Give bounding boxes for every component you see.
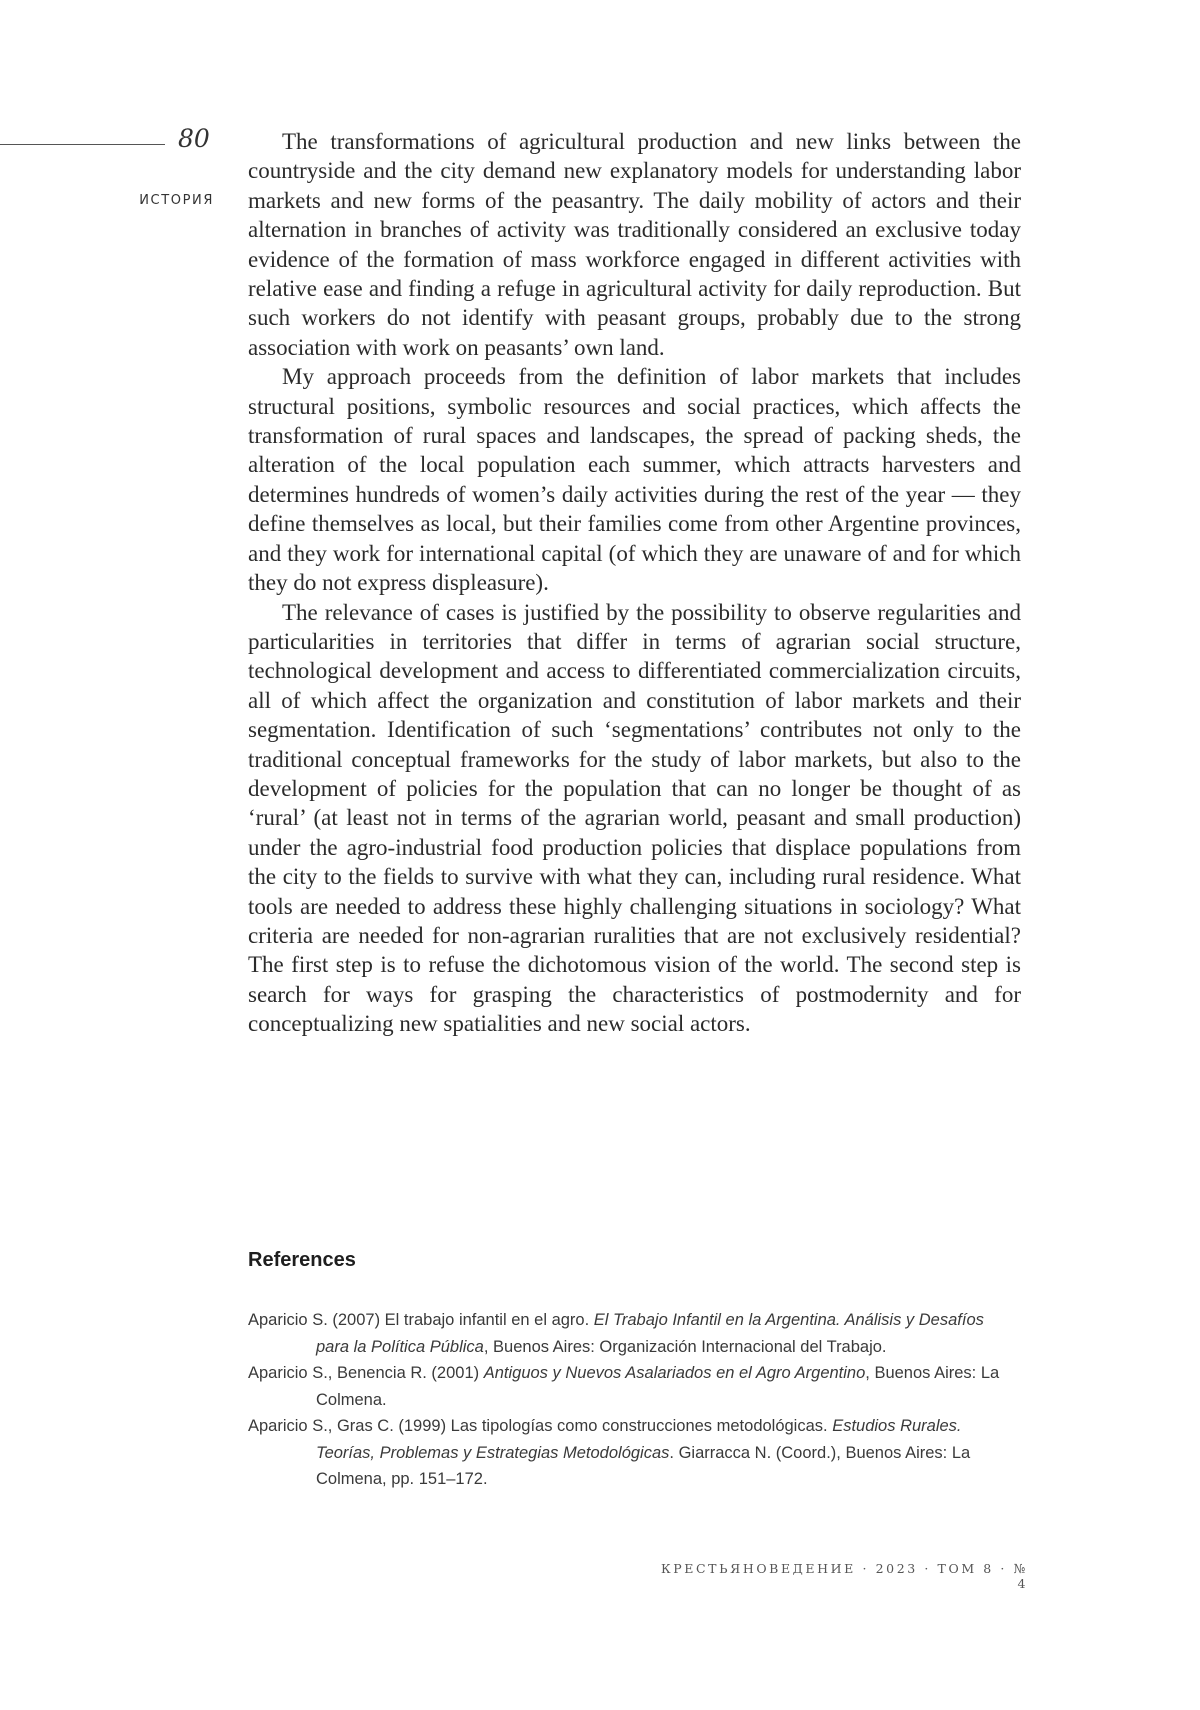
body-paragraph: The transformations of agricultural production and new links between the countryside and the city demand new explanatory models for understanding labor markets and new forms of the peasantry. The daily mobility of actors and their alternation in branches of activity was traditionally considered an exclusive today evidence of the formation of mass workforce engaged in different activities with relative ease and finding a refuge in agricultural activity for daily reproduction. But such workers do not identify with peasant groups, probably due to the strong association with work on peasants’ own land.: [248, 129, 1021, 360]
running-footer: КРЕСТЬЯНОВЕДЕНИЕ · 2023 · ТОМ 8 · № 4: [660, 1561, 1028, 1591]
reference-lead: Aparicio S., Gras C. (1999) Las tipologías como construcciones metodológicas.: [248, 1417, 833, 1435]
reference-item: [248, 1413, 1018, 1493]
reference-tail: , Buenos Aires: Organización Internacional del Trabajo.: [483, 1337, 887, 1356]
reference-lead: Aparicio S., Benencia R. (2001): [248, 1364, 484, 1382]
reference-title: Estudios Rurales. Teorías, Problemas y Estrategias Metodológicas: [316, 1417, 962, 1462]
reference-lead: Aparicio S. (2007) El trabajo infantil en el agro.: [248, 1311, 594, 1329]
references-list: [248, 1307, 1018, 1493]
reference-item: [248, 1307, 1018, 1360]
reference-title: El Trabajo Infantil en la Argentina. Análisis y Desafíos para la Política Pública: [316, 1311, 984, 1356]
page-number: 80: [178, 124, 210, 153]
body-paragraph: My approach proceeds from the definition of labor markets that includes structural positions, symbolic resources and social practices, which affects the transformation of rural spaces and landscapes, the spread of packing sheds, the alteration of the local population each summer, which attracts harvesters and determines hundreds of women’s daily activities during the rest of the year — they define themselves as local, but their families come from other Argentine provinces, and they work for international capital (of which they are unaware of and for which they do not express displeasure).: [248, 364, 1021, 596]
reference-item: [248, 1360, 1018, 1413]
article-body: [248, 127, 1021, 1039]
reference-tail: , Buenos Aires: La Colmena.: [316, 1364, 1000, 1409]
section-label: ИСТОРИЯ: [139, 193, 214, 208]
body-paragraph: The relevance of cases is justified by the possibility to observe regularities and particularities in territories that differ in terms of agrarian social structure, technological development and access to differentiated commercialization circuits, all of which affect the organization and constitution of labor markets and their segmentation. Identification of such ‘segmentations’ contributes not only to the traditional conceptual frameworks for the study of labor markets, but also to the development of policies for the population that can no longer be thought of as ‘rural’ (at least not in terms of the agrarian world, peasant and small production) under the agro-industrial food production policies that displace populations from the city to the fields to survive with what they can, including rural residence. What tools are needed to address these highly challenging situations in sociology? What criteria are needed for non-agrarian ruralities that are not exclusively residential? The first step is to refuse the dichotomous vision of the world. The second step is search for ways for grasping the characteristics of postmodernity and for conceptualizing new spatialities and new social actors.: [248, 599, 1021, 1037]
reference-title: Antiguos y Nuevos Asalariados en el Agro Argentino: [483, 1364, 866, 1382]
references-heading: References: [248, 1249, 356, 1271]
reference-tail: . Giarracca N. (Coord.), Buenos Aires: La Colmena, pp. 151–172.: [316, 1443, 971, 1488]
header-rule: [0, 144, 165, 145]
